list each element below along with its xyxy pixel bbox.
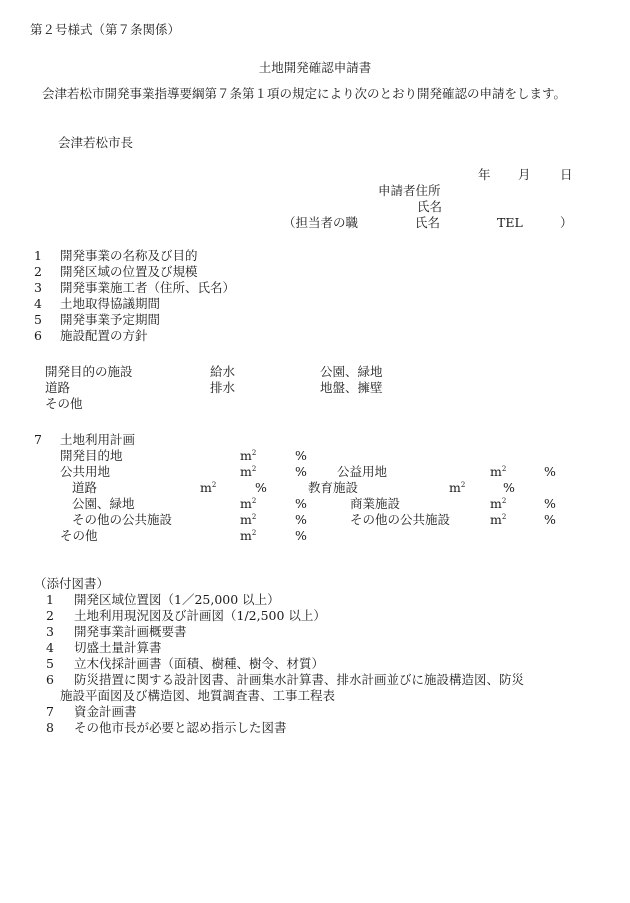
sqm-unit: $m^2$ — [240, 448, 257, 463]
attachment-label: 開発区域位置図（1／25,000 以上） — [74, 592, 280, 607]
item-number: 6 — [34, 328, 42, 343]
intro-text: 会津若松市開発事業指導要綱第７条第１項の規定により次のとおり開発確認の申請をします。 — [42, 86, 567, 101]
sqm-unit: $m^2$ — [240, 496, 257, 511]
sqm-unit: $m^2$ — [490, 496, 507, 511]
attachment-number: 6 — [46, 672, 54, 687]
land-use-title: 土地利用計画 — [60, 432, 136, 447]
sqm-unit: $m^2$ — [490, 464, 507, 479]
date-month-label: 月 — [518, 167, 531, 182]
attachment-label: その他市長が必要と認め指示した図書 — [74, 720, 287, 735]
land-row-label: 開発目的地 — [60, 448, 123, 463]
attachment-number: 2 — [46, 608, 54, 623]
land-row-label: その他の公共施設 — [72, 512, 173, 527]
sqm-unit: $m^2$ — [490, 512, 507, 527]
percent-unit: % — [255, 480, 267, 495]
item-label: 土地取得協議期間 — [60, 296, 161, 311]
percent-unit: % — [295, 448, 307, 463]
item-label: 開発事業予定期間 — [60, 312, 161, 327]
percent-unit: % — [295, 528, 307, 543]
facility-drainage: 排水 — [210, 380, 236, 395]
contact-name-label: 氏名 — [415, 215, 441, 230]
sqm-unit: $m^2$ — [240, 464, 257, 479]
attachment-number: 5 — [46, 656, 54, 671]
facility-ground: 地盤、擁壁 — [320, 380, 383, 395]
facility-purpose: 開発目的の施設 — [45, 364, 133, 379]
attachment-label: 防災措置に関する設計図書、計画集水計算書、排水計画並びに施設構造図、防災 — [74, 672, 525, 687]
sqm-unit: $m^2$ — [449, 480, 466, 495]
percent-unit: % — [544, 464, 556, 479]
attachment-label: 開発事業計画概要書 — [74, 624, 187, 639]
item-label: 施設配置の方針 — [60, 328, 148, 343]
attachment-label: 立木伐採計画書（面積、樹種、樹令、材質） — [74, 656, 325, 671]
attachment-number: 7 — [46, 704, 54, 719]
date-year-label: 年 — [478, 167, 491, 182]
item-number: 3 — [34, 280, 42, 295]
item-number: 4 — [34, 296, 42, 311]
document-title: 土地開発確認申請書 — [258, 60, 372, 75]
contact-tel-label: TEL — [497, 215, 523, 230]
item-number: 5 — [34, 312, 42, 327]
attachment-label: 切盛土量計算書 — [74, 640, 162, 655]
addressee: 会津若松市長 — [58, 135, 134, 150]
date-day-label: 日 — [560, 167, 573, 182]
land-row-label: その他の公共施設 — [350, 512, 451, 527]
attachment-number: 3 — [46, 624, 54, 639]
attachment-label: 資金計画書 — [74, 704, 137, 719]
percent-unit: % — [295, 512, 307, 527]
applicant-name-label: 氏名 — [417, 199, 443, 214]
percent-unit: % — [295, 464, 307, 479]
contact-close: ） — [560, 215, 573, 230]
land-row-label: 商業施設 — [350, 496, 401, 511]
contact-open: （担当者の職 — [283, 215, 359, 230]
item-label: 開発事業施工者（住所、氏名） — [60, 280, 236, 295]
facility-water-supply: 給水 — [210, 364, 236, 379]
item-label: 開発区域の位置及び規模 — [60, 264, 198, 279]
land-row-label: その他 — [60, 528, 98, 543]
attachment-number: 8 — [46, 720, 54, 735]
sqm-unit: $m^2$ — [240, 528, 257, 543]
percent-unit: % — [503, 480, 515, 495]
attachments-heading: （添付図書） — [34, 576, 110, 591]
attachment-number: 1 — [46, 592, 54, 607]
attachment-number: 4 — [46, 640, 54, 655]
sqm-unit: $m^2$ — [240, 512, 257, 527]
facility-other: その他 — [45, 396, 83, 411]
land-row-label: 公共用地 — [60, 464, 111, 479]
applicant-address-label: 申請者住所 — [378, 183, 441, 198]
item-label: 開発事業の名称及び目的 — [60, 248, 198, 263]
form-label: 第２号様式（第７条関係） — [30, 22, 181, 37]
item-number: 2 — [34, 264, 42, 279]
facility-park: 公園、緑地 — [320, 364, 383, 379]
land-row-label: 教育施設 — [308, 480, 359, 495]
attachment-label: 土地利用現況図及び計画図（1/2,500 以上） — [74, 608, 326, 623]
attachment-label-continued: 施設平面図及び構造図、地質調査書、工事工程表 — [60, 688, 336, 703]
land-row-label: 公園、緑地 — [72, 496, 135, 511]
sqm-unit: $m^2$ — [200, 480, 217, 495]
facility-road: 道路 — [45, 380, 71, 395]
intro-paragraph — [30, 86, 600, 102]
item-number: 1 — [34, 248, 42, 263]
land-row-label: 公益用地 — [337, 464, 388, 479]
land-use-number: 7 — [34, 432, 42, 447]
percent-unit: % — [295, 496, 307, 511]
percent-unit: % — [544, 512, 556, 527]
land-row-label: 道路 — [72, 480, 98, 495]
percent-unit: % — [544, 496, 556, 511]
